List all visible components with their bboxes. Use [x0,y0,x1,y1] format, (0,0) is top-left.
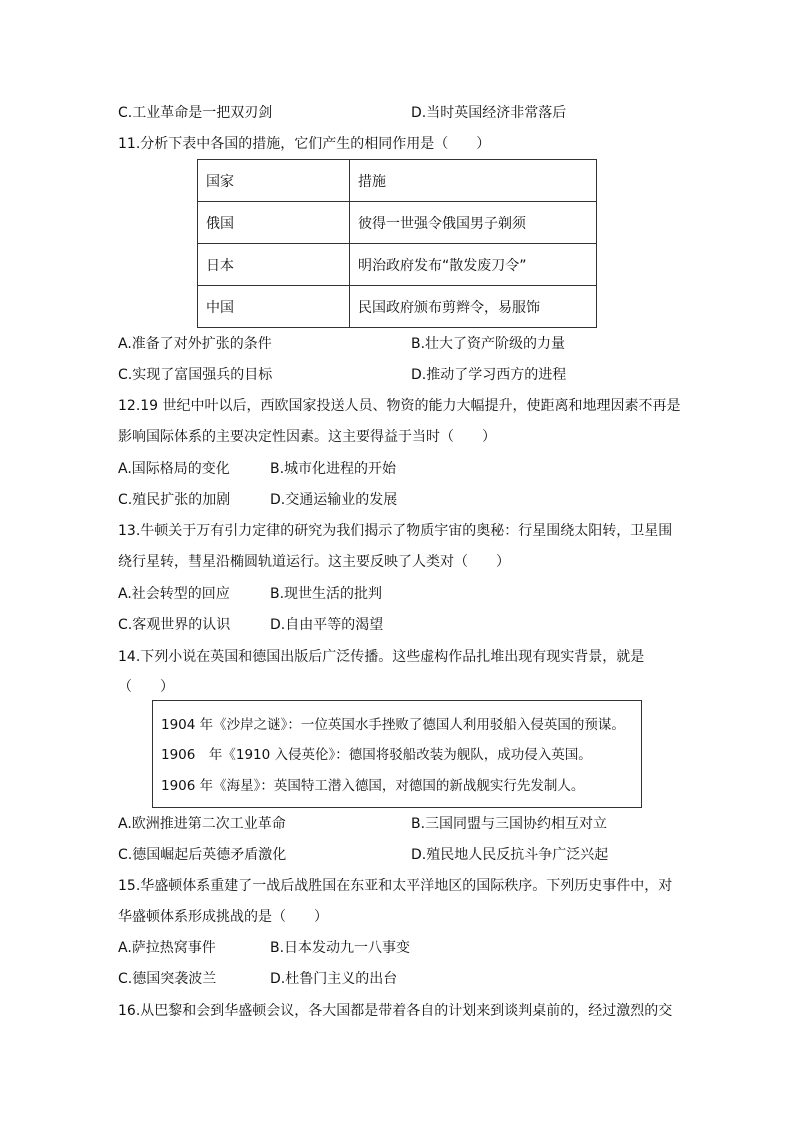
q12-option-c: C.殖民扩张的加剧 [118,492,231,508]
q11-option-c: C.实现了富国强兵的目标 [118,367,273,383]
q15-stem-line2: 华盛顿体系形成挑战的是（ ） [118,909,328,925]
q14-option-c: C.德国崛起后英德矛盾激化 [118,847,287,863]
q14-option-a: A.欧洲推进第二次工业革命 [118,816,286,832]
table-cell: 俄国 [198,202,350,244]
table-cell: 彼得一世强令俄国男子剃须 [350,202,597,244]
material-line: 1906 年《1910 入侵英伦》：德国将驳船改装为舰队，成功侵入英国。 [161,747,592,763]
q13-option-c: C.客观世界的认识 [118,617,231,633]
table-row [198,244,597,286]
q11-stem: 11.分析下表中各国的措施，它们产生的相同作用是（ ） [118,136,491,152]
q12-option-b: B.城市化进程的开始 [270,461,397,477]
q16-stem-line1: 16.从巴黎和会到华盛顿会议，各大国都是带着各自的计划来到谈判桌前的，经过激烈的交 [118,1003,673,1019]
q13-stem-line1: 13.牛顿关于万有引力定律的研究为我们揭示了物质宇宙的奥秘：行星围绕太阳转，卫星围 [118,523,673,539]
q10-option-c: C.工业革命是一把双刃剑 [118,105,273,121]
q13-option-a: A.社会转型的回应 [118,586,230,602]
q12-option-d: D.交通运输业的发展 [270,492,398,508]
q15-option-a: A.萨拉热窝事件 [118,940,216,956]
q14-option-b: B.三国同盟与三国协约相互对立 [411,816,608,832]
table-cell: 日本 [198,244,350,286]
q13-option-b: B.现世生活的批判 [270,586,383,602]
table-cell: 中国 [198,286,350,328]
table-header-cell: 国家 [198,160,350,202]
q11-table [197,159,597,328]
q15-stem-line1: 15.华盛顿体系重建了一战后战胜国在东亚和太平洋地区的国际秩序。下列历史事件中，对 [118,878,673,894]
table-row [198,286,597,328]
q13-option-d: D.自由平等的渴望 [270,617,384,633]
q11-option-b: B.壮大了资产阶级的力量 [411,336,566,352]
q15-option-c: C.德国突袭波兰 [118,971,217,987]
q15-option-b: B.日本发动九一八事变 [270,940,411,956]
material-line: 1904 年《沙岸之谜》：一位英国水手挫败了德国人利用驳船入侵英国的预谋。 [161,717,625,733]
q14-material-box [152,700,642,808]
table-header-cell: 措施 [350,160,597,202]
q14-stem-line2: （ ） [118,679,174,695]
material-line: 1906 年《海星》：英国特工潜入德国，对德国的新战舰实行先发制人。 [161,778,585,794]
q13-stem-line2: 绕行星转，彗星沿椭圆轨道运行。这主要反映了人类对（ ） [118,554,510,570]
q10-option-d: D.当时英国经济非常落后 [411,105,567,121]
q14-option-d: D.殖民地人民反抗斗争广泛兴起 [411,847,609,863]
q12-stem-line2: 影响国际体系的主要决定性因素。这主要得益于当时（ ） [118,429,496,445]
table-cell: 明治政府发布“散发废刀令” [350,244,597,286]
q15-option-d: D.杜鲁门主义的出台 [270,971,398,987]
q12-option-a: A.国际格局的变化 [118,461,230,477]
table-header-row [198,160,597,202]
q12-stem-line1: 12.19 世纪中叶以后，西欧国家投送人员、物资的能力大幅提升，使距离和地理因素不再是 [118,398,681,414]
q11-option-a: A.准备了对外扩张的条件 [118,336,272,352]
table-row [198,202,597,244]
q14-stem-line1: 14.下列小说在英国和德国出版后广泛传播。这些虚构作品扎堆出现有现实背景，就是 [118,649,645,665]
q11-option-d: D.推动了学习西方的进程 [411,367,567,383]
table-cell: 民国政府颁布剪辫令，易服饰 [350,286,597,328]
